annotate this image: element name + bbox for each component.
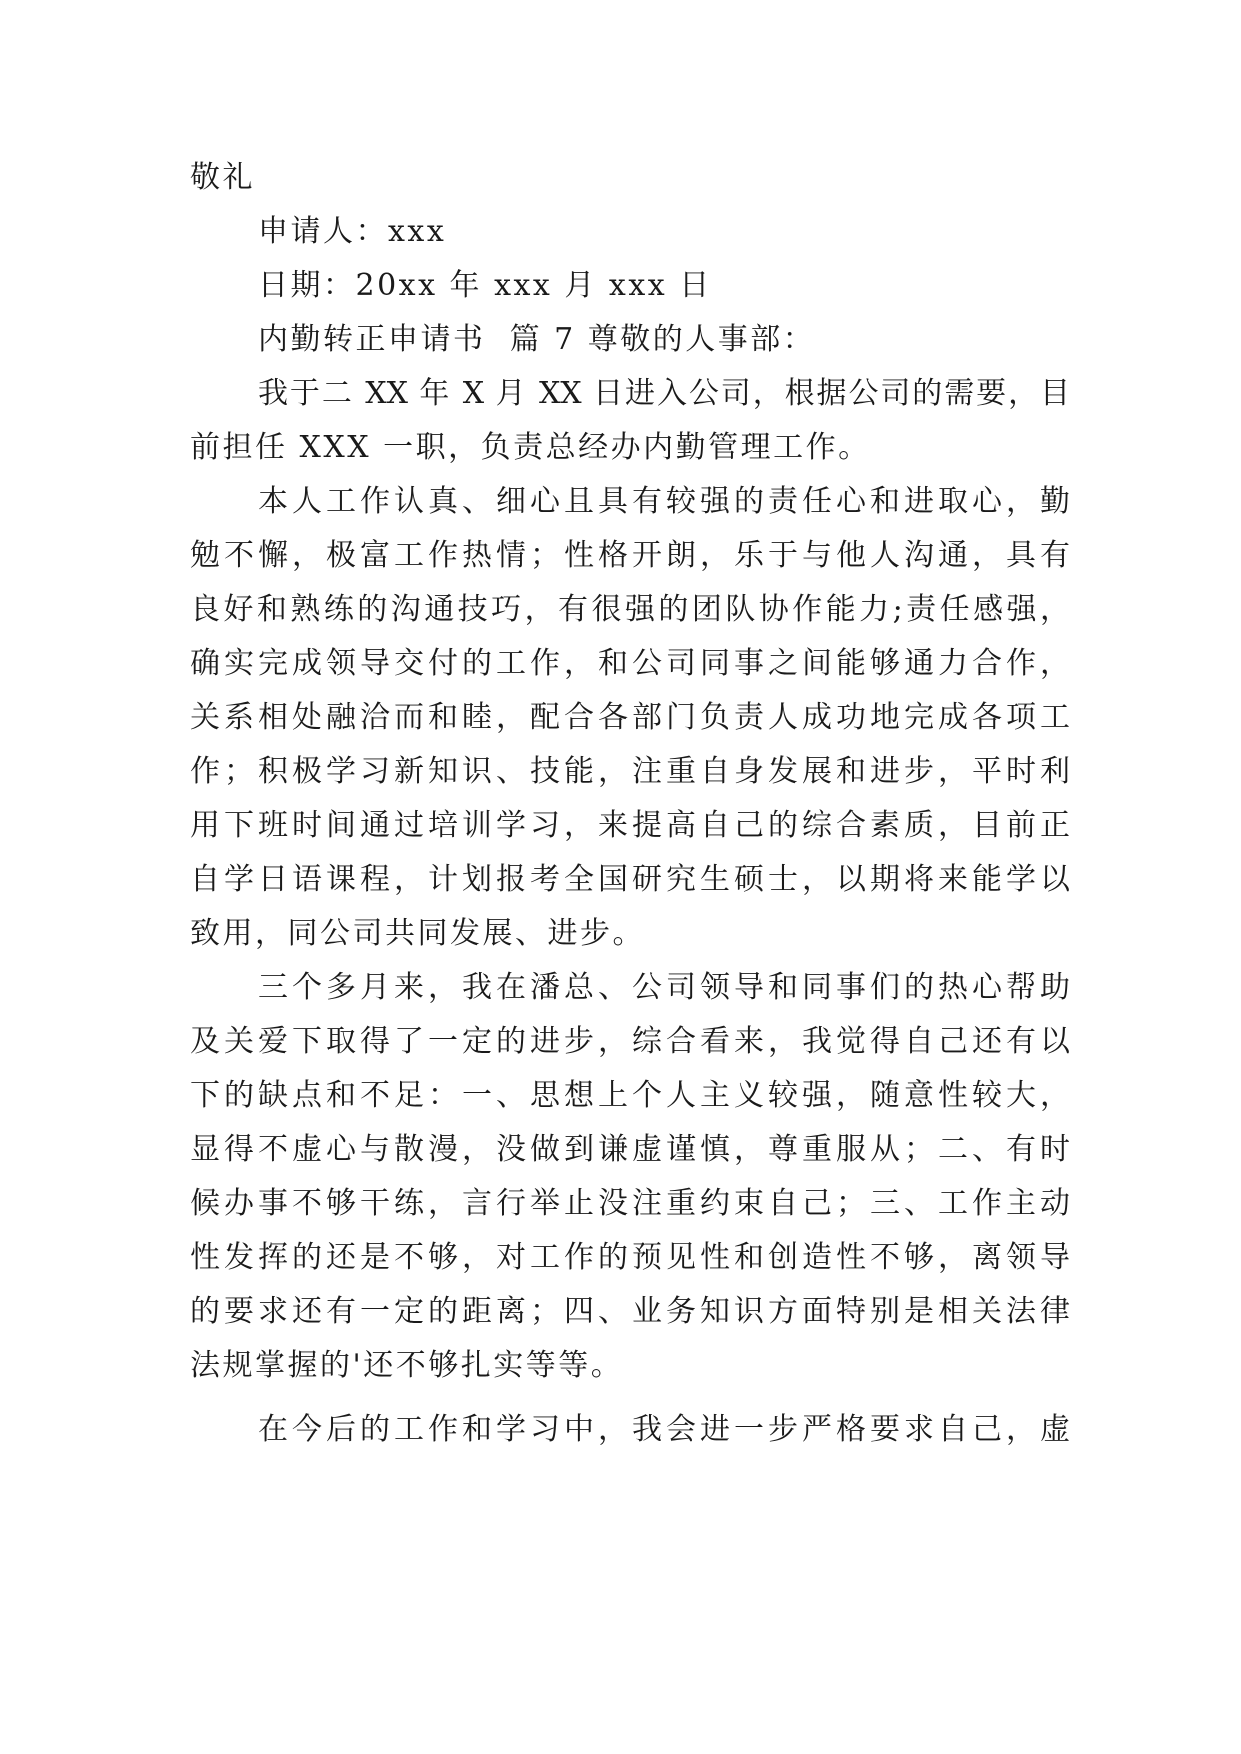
paragraph-line: 显得不虚心与散漫，没做到谦虚谨慎，尊重服从；二、有时 <box>190 1132 1070 1167</box>
paragraph-line: 下的缺点和不足：一、思想上个人主义较强，随意性较大， <box>190 1078 1070 1113</box>
paragraph-line: 用下班时间通过培训学习，来提高自己的综合素质，目前正 <box>190 808 1070 843</box>
paragraph-line: 前担任 XXX 一职，负责总经办内勤管理工作。 <box>190 430 871 465</box>
paragraph-line: 的要求还有一定的距离；四、业务知识方面特别是相关法律 <box>190 1294 1070 1329</box>
paragraph-line: 自学日语课程，计划报考全国研究生硕士，以期将来能学以 <box>190 862 1070 897</box>
paragraph-line: 我于二 XX 年 X 月 XX 日进入公司，根据公司的需要，目 <box>258 376 1070 411</box>
closing-salutation: 敬礼 <box>190 160 255 195</box>
paragraph-line: 及关爱下取得了一定的进步，综合看来，我觉得自己还有以 <box>190 1024 1070 1059</box>
paragraph-line: 性发挥的还是不够，对工作的预见性和创造性不够，离领导 <box>190 1240 1070 1275</box>
paragraph-line: 候办事不够干练，言行举止没注重约束自己；三、工作主动 <box>190 1186 1070 1221</box>
paragraph-line: 三个多月来，我在潘总、公司领导和同事们的热心帮助 <box>258 970 1070 1005</box>
date-line: 日期：20xx 年 xxx 月 xxx 日 <box>258 268 712 303</box>
paragraph-line: 确实完成领导交付的工作，和公司同事之间能够通力合作， <box>190 646 1070 681</box>
paragraph-line: 关系相处融洽而和睦，配合各部门负责人成功地完成各项工 <box>190 700 1070 735</box>
paragraph-line: 本人工作认真、细心且具有较强的责任心和进取心，勤 <box>258 484 1070 519</box>
paragraph-line: 致用，同公司共同发展、进步。 <box>190 916 645 951</box>
paragraph-line: 作；积极学习新知识、技能，注重自身发展和进步，平时利 <box>190 754 1070 789</box>
paragraph-line: 法规掌握的'还不够扎实等等。 <box>190 1348 624 1383</box>
paragraph-line: 良好和熟练的沟通技巧，有很强的团队协作能力;责任感强， <box>190 592 1070 627</box>
section-heading: 内勤转正申请书 篇 7 尊敬的人事部： <box>258 322 816 357</box>
applicant-line: 申请人：xxx <box>258 214 447 249</box>
paragraph-line: 在今后的工作和学习中，我会进一步严格要求自己，虚 <box>258 1412 1070 1447</box>
paragraph-line: 勉不懈，极富工作热情；性格开朗，乐于与他人沟通，具有 <box>190 538 1070 573</box>
